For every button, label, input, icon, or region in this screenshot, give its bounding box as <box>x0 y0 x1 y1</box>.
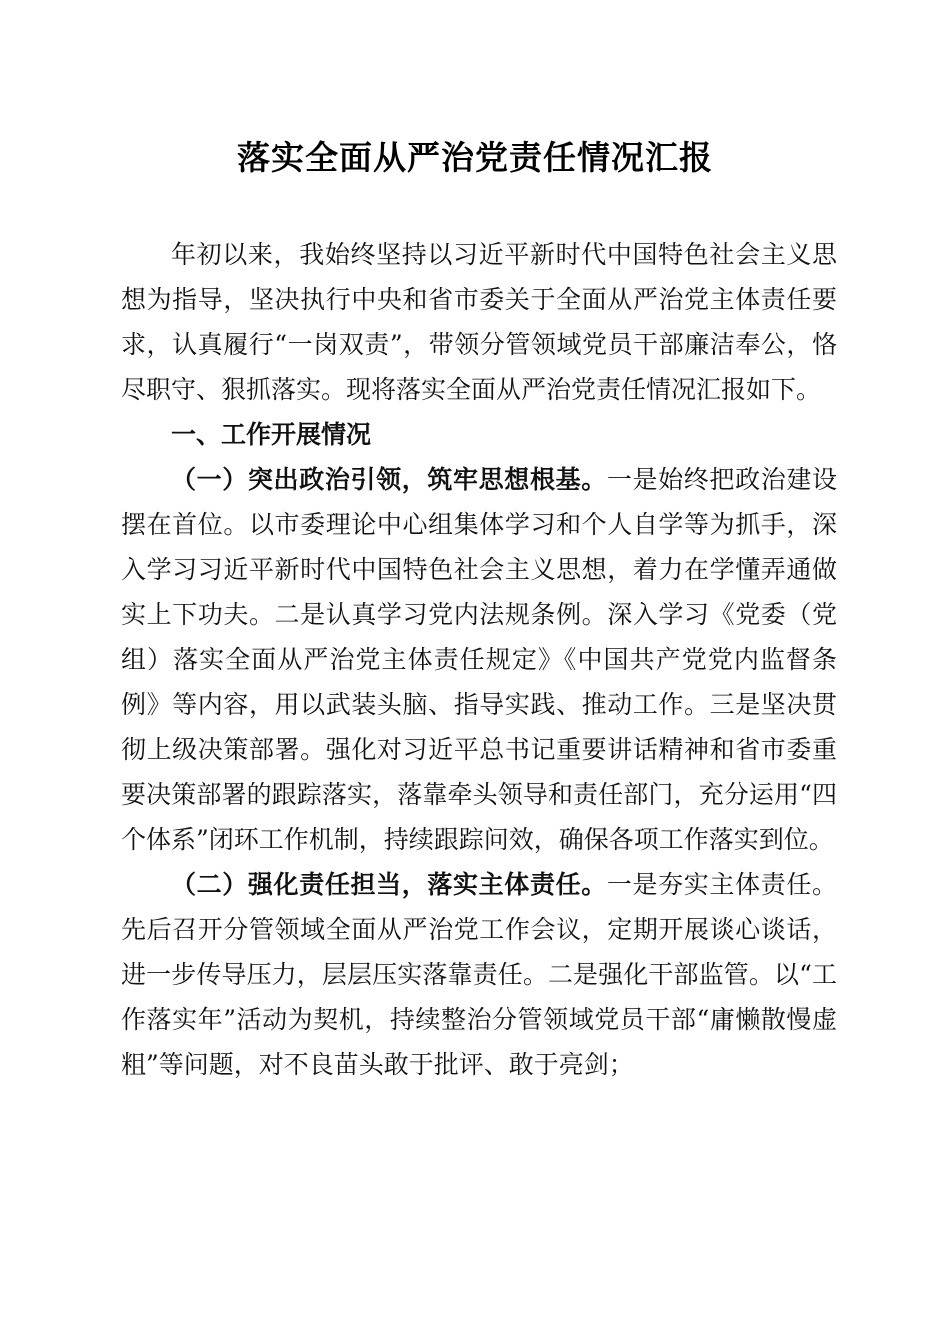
item-2-text: 一是夯实主体责任。先后召开分管领域全面从严治党工作会议，定期开展谈心谈话，进一步传导压力，层层压实落靠责任。二是强化干部监管。以“工作落实年”活动为契机，持续整治分管领域党员干部“庸懒散慢虚粗”等问题，对不良苗头敢于批评、敢于亮剑； <box>121 870 837 1079</box>
item-1-text: 一是始终把政治建设摆在首位。以市委理论中心组集体学习和个人自学等为抓手，深入学习习近平新时代中国特色社会主义思想，着力在学懂弄通做实上下功夫。二是认真学习党内法规条例。深入学习《党委（党组）落实全面从严治党主体责任规定》《中国共产党党内监督条例》等内容，用以武装头脑、指导实践、推动工作。三是坚决贯彻上级决策部署。强化对习近平总书记重要讲话精神和省市委重要决策部署的跟踪落实，落靠牵头领导和责任部门，充分运用“四个体系”闭环工作机制，持续跟踪问效，确保各项工作落实到位。 <box>121 465 837 854</box>
item-1-lead: （一）突出政治引领，筑牢思想根基。 <box>171 465 607 494</box>
item-2-paragraph <box>121 862 837 1087</box>
document-title: 落实全面从严治党责任情况汇报 <box>237 138 713 177</box>
document-body <box>121 232 837 1087</box>
section-heading: 一、工作开展情况 <box>171 420 372 449</box>
item-1-paragraph <box>121 457 837 862</box>
intro-paragraph: 年初以来，我始终坚持以习近平新时代中国特色社会主义思想为指导，坚决执行中央和省市委关于全面从严治党主体责任要求，认真履行“一岗双责”，带领分管领域党员干部廉洁奉公，恪尽职守、狠抓落实。现将落实全面从严治党责任情况汇报如下。 <box>121 240 837 404</box>
item-2-lead: （二）强化责任担当，落实主体责任。 <box>171 870 607 899</box>
